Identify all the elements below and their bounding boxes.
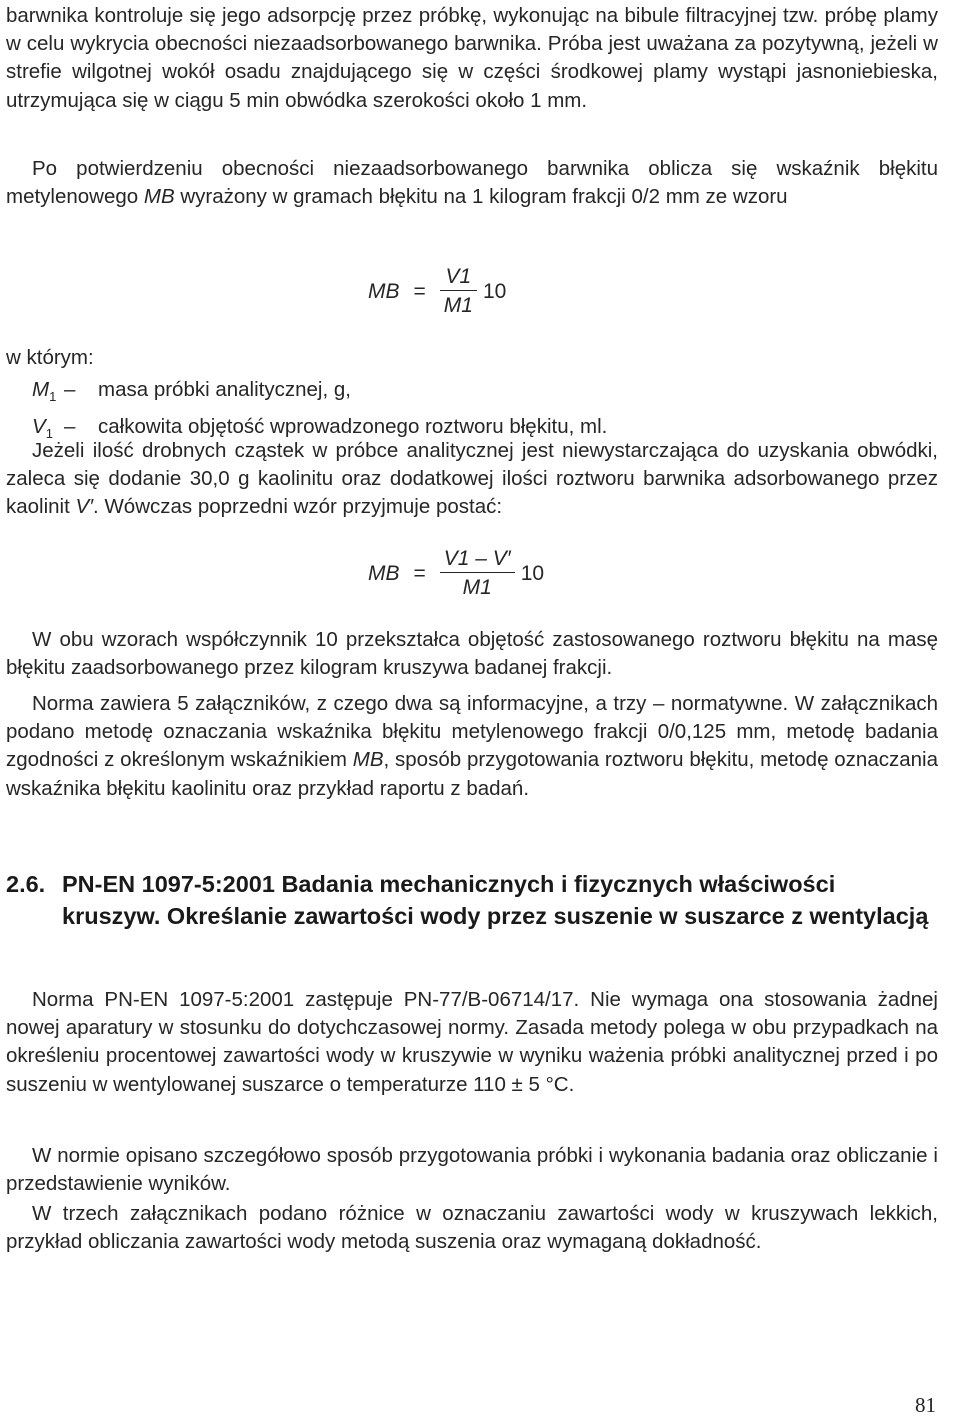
legend-item bbox=[6, 376, 607, 411]
paragraph-adsorption-test: barwnika kontroluje się jego adsorpcję przez próbkę, wykonując na bibule filtracyjnej tzw. próbę plamy w celu wykrycia obecności niezaadsorbowanego barwnika. Próba jest uważana za pozytywną, jeżeli w strefie wilgotnej wokół osadu znajdującego się w części środkowej plamy wystąpi jasnoniebieska, utrzymująca się w ciągu 5 min obwódka szerokości około 1 mm. bbox=[6, 4, 938, 112]
formula-equals: = bbox=[413, 279, 426, 303]
mb-symbol: MB bbox=[143, 185, 175, 209]
symbol-letter: V bbox=[32, 415, 46, 439]
fraction-denominator: M1 bbox=[462, 576, 492, 600]
legend-dash: – bbox=[64, 378, 76, 401]
section-number: 2.6. bbox=[6, 871, 46, 897]
symbol-subscript: 1 bbox=[45, 426, 53, 442]
text-span: wyrażony w gramach błękitu na 1 kilogram frakcji 0/2 mm ze wzoru bbox=[174, 185, 788, 209]
legend-dash: – bbox=[64, 415, 76, 439]
fraction-denominator: M1 bbox=[443, 294, 473, 318]
formula-lhs: MB bbox=[368, 561, 400, 585]
symbol-letter: M bbox=[32, 378, 50, 401]
paragraph-annexes bbox=[6, 690, 938, 803]
text-span: . Wówczas poprzedni wzór przyjmuje postać: bbox=[93, 495, 503, 519]
formula-mb bbox=[368, 266, 506, 316]
v-prime-symbol: V′ bbox=[75, 495, 94, 519]
symbol-legend bbox=[6, 344, 607, 448]
formula-equals: = bbox=[413, 561, 426, 585]
section-heading bbox=[6, 868, 938, 932]
formula-lhs: MB bbox=[368, 279, 400, 303]
paragraph-mb-intro bbox=[6, 155, 938, 211]
mb-symbol: MB bbox=[352, 748, 384, 772]
paragraph-coefficient: W obu wzorach współczynnik 10 przekształca objętość zastosowanego roztworu błękitu na masę błękitu zaadsorbowanego przez kilogram kruszywa badanej frakcji. bbox=[6, 628, 938, 680]
fraction-numerator: V1 – V′ bbox=[443, 547, 511, 570]
symbol-subscript: 1 bbox=[49, 389, 57, 405]
legend-symbol bbox=[6, 376, 64, 411]
paragraph-annex-differences: W trzech załącznikach podano różnice w oznaczaniu zawartości wody w kruszywach lekkich, przykład obliczania zawartości wody metodą suszenia oraz wymaganą dokładność. bbox=[6, 1202, 938, 1254]
text-span: , sposób przygotowania roztworu błękitu, metodę oznaczania wskaźnika błękitu kaolinitu oraz przykład raportu z badań. bbox=[6, 748, 938, 800]
paragraph-norm-replacement: Norma PN-EN 1097-5:2001 zastępuje PN-77/B-06714/17. Nie wymaga ona stosowania żadnej nowej aparatury w stosunku do dotychczasowej normy. Zasada metody polega w obu przypadkach na określeniu procentowej zawartości wody w kruszywie w wyniku ważenia próbki analitycznej przed i po suszeniu w wentylowanej suszarce o temperaturze 110 ± 5 °C. bbox=[6, 988, 938, 1096]
formula-fraction bbox=[440, 266, 477, 316]
text-span: Norma zawiera 5 załączników, z czego dwa są informacyjne, a trzy – normatywne. W załącznikach podano metodę oznaczania wskaźnika błękitu metylenowego frakcji 0/0,125 mm, metodę badania zgodności z określonym wskaźnikiem bbox=[6, 692, 938, 772]
formula-coefficient: 10 bbox=[520, 561, 545, 585]
legend-intro-text: w którym: bbox=[6, 346, 94, 369]
legend-intro bbox=[6, 344, 607, 372]
text-span: Jeżeli ilość drobnych cząstek w próbce analitycznej jest niewystarczająca do uzyskania obwódki, zaleca się dodanie 30,0 g kaolinitu oraz dodatkowej ilości roztworu barwnika adsorbowanego przez kaolinit bbox=[6, 439, 938, 519]
formula-fraction bbox=[440, 548, 515, 598]
fraction-numerator: V1 bbox=[445, 265, 472, 288]
paragraph-kaolinite bbox=[6, 437, 938, 522]
text-span: Po potwierdzeniu obecności niezaadsorbowanego barwnika oblicza się wskaźnik błękitu metylenowego bbox=[6, 157, 938, 209]
section-title: PN-EN 1097-5:2001 Badania mechanicznych i fizycznych właściwości kruszyw. Określanie zawartości wody przez suszenie w suszarce z wentylacją bbox=[62, 871, 929, 929]
formula-coefficient: 10 bbox=[482, 279, 507, 303]
legend-description: masa próbki analitycznej, g, bbox=[98, 378, 351, 401]
paragraph-norm-description: W normie opisano szczegółowo sposób przygotowania próbki i wykonania badania oraz obliczanie i przedstawienie wyników. bbox=[6, 1144, 938, 1196]
legend-description: całkowita objętość wprowadzonego roztworu błękitu, ml. bbox=[98, 415, 608, 439]
page-number: 81 bbox=[915, 1393, 936, 1417]
formula-mb-kaolinite bbox=[368, 548, 544, 598]
